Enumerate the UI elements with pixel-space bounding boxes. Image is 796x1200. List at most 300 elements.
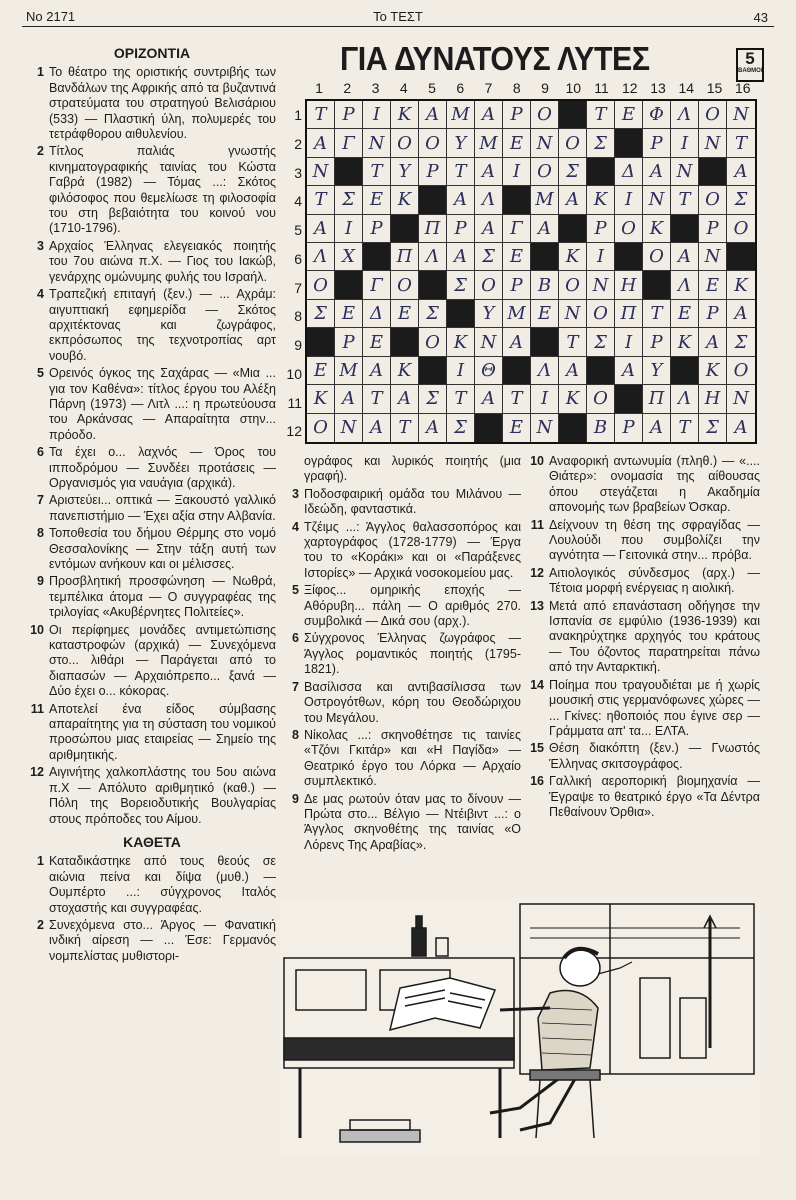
letter-cell[interactable]: Λ: [307, 243, 335, 271]
crossword-grid: [305, 99, 757, 444]
letter-cell[interactable]: Σ: [447, 271, 475, 299]
down-clue-list-right: [528, 454, 760, 822]
row-number: 10: [286, 365, 302, 382]
letter-cell[interactable]: Α: [734, 417, 748, 439]
letter-cell[interactable]: Α: [727, 158, 755, 186]
letter-cell[interactable]: Α: [335, 385, 363, 413]
column-number: 4: [399, 80, 408, 96]
letter-cell[interactable]: Ρ: [335, 101, 363, 129]
clue-number: 11: [30, 701, 44, 716]
difficulty-label: ΒΑΘΜΟΙ: [738, 68, 763, 74]
letter-cell[interactable]: Ι: [503, 158, 531, 186]
letter-cell[interactable]: Λ: [475, 186, 503, 214]
clue: [283, 792, 521, 854]
black-cell: [643, 271, 671, 299]
clue: [28, 493, 276, 524]
letter-cell[interactable]: Σ: [587, 328, 615, 356]
letter-cell[interactable]: Κ: [559, 385, 587, 413]
black-cell: [335, 271, 363, 299]
letter-cell[interactable]: Ρ: [643, 129, 671, 157]
letter-cell[interactable]: Λ: [671, 101, 699, 129]
black-cell: [475, 414, 503, 442]
column-number: 8: [512, 80, 521, 96]
letter-cell[interactable]: Υ: [475, 300, 503, 328]
clue: [283, 680, 521, 726]
clue-text: Ποίημα που τραγουδιέται με ή χωρίς μουσική στις γερμανόφωνες χώρες — ... Γκίνες: ηθοποιός που έγινε σερ — Γράμματα απ' τα... ΕΛΤΑ.: [549, 677, 760, 738]
letter-cell[interactable]: Α: [307, 215, 335, 243]
letter-cell[interactable]: Ε: [503, 129, 531, 157]
letter-cell[interactable]: Ο: [699, 101, 727, 129]
letter-cell[interactable]: Ε: [503, 243, 531, 271]
letter-cell[interactable]: Κ: [727, 271, 755, 299]
clue: [528, 741, 760, 772]
letter-cell[interactable]: Ο: [391, 271, 419, 299]
letter-cell[interactable]: Δ: [615, 158, 643, 186]
black-cell: [503, 357, 531, 385]
letter-cell[interactable]: Φ: [643, 101, 671, 129]
letter-cell[interactable]: Τ: [391, 414, 419, 442]
letter-cell[interactable]: Ν: [671, 158, 699, 186]
letter-cell[interactable]: Ο: [615, 215, 643, 243]
clue-text: Νίκολας ...: σκηνοθέτησε τις ταινίες «Τζόνι Γκιτάρ» και «Η Παγίδα» — Θεατρικό έργο του Λόρκα — Αρχαίο συμπλεκτικό.: [304, 727, 521, 789]
letter-cell[interactable]: Α: [419, 414, 447, 442]
clues-left-column: [28, 44, 276, 966]
letter-cell[interactable]: Α: [643, 158, 671, 186]
puzzle-title: ΓΙΑ ΔΥΝΑΤΟΥΣ ΛΥΤΕΣ: [340, 40, 650, 77]
clue-text: Το θέατρο της οριστικής συντριβής των Βανδάλων της Αφρικής από τα βυζαντινά στρατεύματα του στρατηγού Βελισάριου (533) — Πλαστική ύλη, πολυμερές του τετράφθορου αιθυλενίου.: [49, 65, 276, 142]
column-number: 3: [371, 80, 380, 96]
letter-cell[interactable]: Ο: [391, 129, 419, 157]
clue-number: 1: [37, 854, 44, 869]
letter-cell[interactable]: Π: [643, 385, 671, 413]
letter-cell[interactable]: Π: [391, 243, 419, 271]
letter-cell[interactable]: Ρ: [503, 101, 531, 129]
letter-cell[interactable]: Ι: [615, 186, 643, 214]
letter-cell[interactable]: Λ: [671, 385, 699, 413]
letter-cell[interactable]: Ν: [699, 243, 727, 271]
letter-cell[interactable]: Μ: [531, 186, 559, 214]
clue-number: 9: [292, 791, 299, 806]
letter-cell[interactable]: Α: [559, 186, 587, 214]
column-number: 5: [428, 80, 436, 96]
letter-cell[interactable]: Α: [475, 158, 503, 186]
letter-cell[interactable]: Ο: [587, 385, 615, 413]
black-cell: [419, 271, 447, 299]
row-number: 8: [294, 308, 302, 325]
letter-cell[interactable]: Σ: [727, 186, 755, 214]
letter-cell[interactable]: Κ: [391, 357, 419, 385]
black-cell: [559, 414, 587, 442]
letter-cell[interactable]: Α: [363, 414, 391, 442]
cartoon-drawing: [280, 898, 760, 1158]
letter-cell[interactable]: Ν: [727, 101, 755, 129]
letter-cell[interactable]: Ρ: [447, 215, 475, 243]
clue-text: Τα έχει ο... λαχνός — Όρος του ιπποδρόμου — Συνδέει προτάσεις — Οργανισμός για ναυάγια (αρχικά).: [49, 445, 276, 490]
letter-cell[interactable]: Ο: [727, 357, 755, 385]
letter-cell[interactable]: Ε: [671, 300, 699, 328]
black-cell: [671, 215, 699, 243]
letter-cell[interactable]: Μ: [503, 300, 531, 328]
letter-cell[interactable]: Α: [531, 215, 559, 243]
row-number: 6: [294, 250, 302, 267]
clue: [28, 765, 276, 827]
letter-cell[interactable]: Ρ: [335, 328, 363, 356]
letter-cell[interactable]: Ο: [699, 186, 727, 214]
letter-cell[interactable]: Λ: [671, 271, 699, 299]
letter-cell[interactable]: Τ: [671, 414, 699, 442]
letter-cell[interactable]: Ν: [531, 129, 559, 157]
letter-cell[interactable]: Κ: [559, 243, 587, 271]
letter-cell[interactable]: Σ: [307, 300, 335, 328]
letter-cell[interactable]: Τ: [307, 186, 335, 214]
clue-number: 14: [530, 677, 544, 692]
letter-cell[interactable]: Ν: [643, 186, 671, 214]
letter-cell[interactable]: Ο: [307, 414, 335, 442]
letter-cell[interactable]: Τ: [363, 158, 391, 186]
clue-text: Αναφορική αντωνυμία (πληθ.) — «.... Θιάτερ»: ονομασία της αίθουσας όπου στεγάζεται η Ακαδημία απονομής των βραβείων Όσκαρ.: [549, 454, 760, 515]
black-cell: [307, 328, 335, 356]
clue-text: ογράφος και λυρικός ποιητής (μια γραφή).: [304, 454, 521, 484]
clue: [528, 678, 760, 740]
letter-cell[interactable]: Σ: [699, 414, 727, 442]
letter-cell[interactable]: Α: [447, 243, 475, 271]
letter-cell[interactable]: Τ: [447, 158, 475, 186]
column-number: 15: [706, 80, 723, 96]
clue-number: 2: [37, 917, 44, 932]
black-cell: [363, 243, 391, 271]
clue-number: 9: [37, 574, 44, 589]
letter-cell[interactable]: Ν: [727, 385, 755, 413]
black-cell: [419, 357, 447, 385]
letter-cell[interactable]: Μ: [335, 357, 363, 385]
row-number: 4: [294, 193, 302, 210]
letter-cell[interactable]: Χ: [335, 243, 363, 271]
letter-cell[interactable]: Ο: [559, 271, 587, 299]
page-number: 43: [753, 10, 768, 25]
clue-text: Τίτλος παλιάς γνωστής κινηματογραφικής ταινίας του Κώστα Γαβρά (1982) — Τόμας ...: Σκότος φιλόσοφος που θεμελίωσε τη φιλοσοφία του στη βεβαιότητα του κοινού νου (1710-1796).: [49, 144, 276, 236]
letter-cell[interactable]: Ε: [391, 300, 419, 328]
letter-cell[interactable]: Β: [531, 271, 559, 299]
letter-cell[interactable]: Υ: [643, 357, 671, 385]
clue-number: 4: [292, 519, 299, 534]
clue-number: 3: [37, 238, 44, 253]
letter-cell[interactable]: Κ: [391, 186, 419, 214]
black-cell: [419, 186, 447, 214]
letter-cell[interactable]: Ν: [335, 414, 363, 442]
letter-cell[interactable]: Ι: [671, 129, 699, 157]
column-number: 12: [621, 80, 638, 96]
column-number: 13: [650, 80, 666, 96]
difficulty-badge: [736, 48, 764, 82]
black-cell: [503, 186, 531, 214]
letter-cell[interactable]: Ε: [699, 271, 727, 299]
letter-cell[interactable]: Ε: [503, 414, 531, 442]
clue-text: Ποδοσφαιρική ομάδα του Μιλάνου — Ιδεώδη, φανταστικά.: [304, 486, 521, 517]
letter-cell[interactable]: Λ: [531, 357, 559, 385]
letter-cell[interactable]: Ε: [307, 357, 335, 385]
letter-cell[interactable]: Ο: [587, 300, 615, 328]
clue-number: 12: [530, 565, 544, 580]
letter-cell[interactable]: Α: [475, 385, 503, 413]
clue: [28, 287, 276, 364]
letter-cell[interactable]: Ι: [335, 215, 363, 243]
letter-cell[interactable]: Ρ: [643, 328, 671, 356]
column-number: 2: [343, 80, 352, 96]
letter-cell[interactable]: Ο: [531, 158, 559, 186]
clue-text: Αιγινήτης χαλκοπλάστης του 5ου αιώνα π.Χ — Απόλυτο αριθμητικό (καθ.) — Πόλη της Βορειοδυτικής Βουλγαρίας στους πρόποδες του Αίμου.: [49, 765, 276, 826]
letter-cell[interactable]: Ι: [587, 243, 615, 271]
letter-cell[interactable]: Ι: [447, 357, 475, 385]
clue-number: 12: [30, 765, 44, 780]
clue: [283, 454, 521, 485]
letter-cell[interactable]: Α: [475, 215, 503, 243]
letter-cell[interactable]: Τ: [671, 186, 699, 214]
pianist-cartoon: [280, 898, 760, 1158]
black-cell: [699, 158, 727, 186]
letter-cell[interactable]: Σ: [419, 385, 447, 413]
letter-cell[interactable]: Α: [671, 243, 699, 271]
clue-text: Προσβλητική προσφώνηση — Νωθρά, τεμπέλικα άτομα — Ο συγγραφέας της τριλογίας «Ακυβέρνητες Πολιτείες».: [49, 574, 276, 620]
column-number: 11: [594, 80, 609, 96]
black-cell: [335, 158, 363, 186]
column-number: 9: [541, 80, 549, 96]
clue-number: 6: [37, 445, 44, 460]
letter-cell[interactable]: Ν: [475, 328, 503, 356]
letter-cell[interactable]: Π: [419, 215, 447, 243]
magazine-name: Το ΤΕΣΤ: [373, 9, 423, 24]
black-cell: [671, 357, 699, 385]
clue-number: 8: [292, 727, 299, 742]
letter-cell[interactable]: Ο: [419, 328, 447, 356]
letter-cell[interactable]: Κ: [307, 385, 335, 413]
letter-cell[interactable]: Ρ: [503, 271, 531, 299]
letter-cell[interactable]: Α: [699, 328, 727, 356]
page-header: [22, 8, 774, 27]
letter-cell[interactable]: Η: [699, 385, 727, 413]
clue: [28, 854, 276, 916]
letter-cell[interactable]: Ε: [363, 186, 391, 214]
clue-text: Ορεινός όγκος της Σαχάρας — «Μια ... για τον Καθένα»: τίτλος έργου του Αλέξη Πάρνη (1973) — Λιτλ ...: η πρωτεύουσα του Αρκάνσας — Απαραίτητα στην... πρόοδο.: [49, 366, 276, 442]
letter-cell[interactable]: Γ: [335, 129, 363, 157]
black-cell: [391, 328, 419, 356]
letter-cell[interactable]: Ν: [587, 271, 615, 299]
letter-cell[interactable]: Ν: [307, 158, 335, 186]
clue-number: 2: [37, 144, 44, 159]
letter-cell[interactable]: Ο: [643, 243, 671, 271]
letter-cell[interactable]: Β: [587, 414, 615, 442]
letter-cell[interactable]: Κ: [699, 357, 727, 385]
letter-cell[interactable]: Δ: [363, 300, 391, 328]
letter-cell[interactable]: Ε: [531, 300, 559, 328]
clue: [28, 526, 276, 572]
column-number: 6: [456, 80, 465, 96]
letter-cell[interactable]: Ρ: [419, 158, 447, 186]
column-number: 16: [734, 80, 751, 96]
clue-number: 10: [530, 454, 544, 468]
letter-cell[interactable]: Α: [475, 101, 503, 129]
letter-cell[interactable]: Σ: [335, 186, 363, 214]
clue-text: Τοποθεσία του δήμου Θέρμης στο νομό Θεσσαλονίκης — Στην τάξη αυτή των εντόμων ανήκουν και οι μέλισσες.: [49, 526, 276, 571]
clue-number: 4: [37, 287, 44, 302]
letter-cell[interactable]: Ν: [363, 129, 391, 157]
letter-cell[interactable]: Ρ: [699, 300, 727, 328]
clue: [528, 454, 760, 516]
letter-cell[interactable]: Ε: [335, 300, 363, 328]
clue-text: Τζέιμς ...: Άγγλος θαλασσοπόρος και χαρτογράφος (1728-1779) — Έργα του το «Κοράκι» και οι «Παράξενες Ιστορίες» — Αρχικά νοσοκομείου μας.: [304, 519, 521, 580]
letter-cell[interactable]: Ο: [307, 271, 335, 299]
clue-number: 11: [530, 517, 544, 532]
letter-cell[interactable]: Κ: [587, 186, 615, 214]
clue-text: Αριστεύει... οπτικά — Ξακουστό γαλλικό πανεπιστήμιο — Έχει αξία στην Αλβανία.: [49, 493, 276, 523]
letter-cell[interactable]: Υ: [447, 129, 475, 157]
letter-cell[interactable]: Η: [615, 271, 643, 299]
letter-cell[interactable]: Ι: [531, 385, 559, 413]
letter-cell[interactable]: Τ: [363, 385, 391, 413]
letter-cell[interactable]: Α: [419, 101, 447, 129]
letter-cell[interactable]: Ρ: [615, 414, 643, 442]
letter-cell[interactable]: Ρ: [363, 215, 391, 243]
difficulty-number: 5: [745, 49, 755, 68]
black-cell: [587, 158, 615, 186]
column-number: 14: [678, 80, 695, 96]
row-number: 3: [294, 164, 302, 181]
clue-text: Δε μας ρωτούν όταν μας το δίνουν — Πρώτα στο... Βέλγιο — Ντέιβιντ ...: ο Άγγλος σκηνοθέτης της ταινίας «Ο Λόρενς Της Αραβίας».: [304, 791, 521, 852]
letter-cell[interactable]: Ν: [559, 300, 587, 328]
letter-cell[interactable]: Σ: [559, 158, 587, 186]
letter-cell[interactable]: Ο: [475, 271, 503, 299]
letter-cell[interactable]: Ο: [419, 129, 447, 157]
letter-cell[interactable]: Ο: [559, 129, 587, 157]
letter-cell[interactable]: Α: [307, 129, 335, 157]
column-numbers: [305, 80, 757, 96]
clue: [283, 583, 521, 629]
letter-cell[interactable]: Α: [391, 385, 419, 413]
letter-cell[interactable]: Α: [503, 328, 531, 356]
letter-cell[interactable]: Ρ: [699, 215, 727, 243]
letter-cell[interactable]: Μ: [475, 129, 503, 157]
letter-cell[interactable]: Α: [615, 357, 643, 385]
row-number: 11: [287, 394, 302, 411]
row-number: 12: [286, 423, 302, 440]
clue-text: Αιτιολογικός σύνδεσμος (αρχ.) — Τέτοια μορφή ενέργειας η αιολική.: [549, 565, 760, 596]
letter-cell[interactable]: Τ: [643, 300, 671, 328]
clue: [28, 65, 276, 142]
letter-cell[interactable]: Ν: [531, 414, 559, 442]
clue: [283, 520, 521, 582]
clue: [528, 566, 760, 597]
letter-cell[interactable]: Τ: [447, 385, 475, 413]
clue-text: Δείχνουν τη θέση της σφραγίδας — Λουλούδι που συμβολίζει την αγνότητα — Γειτονικά στην... πρόβα.: [549, 517, 760, 563]
letter-cell[interactable]: Σ: [475, 243, 503, 271]
clue-number: 13: [530, 598, 544, 613]
row-number: 7: [294, 279, 302, 296]
clue-number: 5: [37, 366, 44, 381]
black-cell: [615, 129, 643, 157]
clue-number: 3: [292, 486, 299, 501]
letter-cell[interactable]: Π: [615, 300, 643, 328]
across-clue-list: [28, 65, 276, 827]
letter-cell[interactable]: Ι: [615, 328, 643, 356]
clue-text: Αποτελεί ένα είδος σύμβασης απαραίτητης για τη σύσταση του νομικού προσώπου μιας εταιρείας — Σημείο της αριθμητικής.: [49, 701, 276, 762]
letter-cell[interactable]: Ρ: [587, 215, 615, 243]
letter-cell[interactable]: Λ: [419, 243, 447, 271]
black-cell: [727, 243, 755, 271]
clue: [28, 702, 276, 764]
clue-text: Αρχαίος Έλληνας ελεγειακός ποιητής του 7ου αιώνα π.Χ. — Γιος του Ιακώβ, γενάρχης ομώνυμης φυλής του Ισραήλ.: [49, 238, 276, 284]
letter-cell[interactable]: Ο: [531, 101, 559, 129]
clue: [528, 774, 760, 820]
across-heading: ΟΡΙΖΟΝΤΙΑ: [113, 45, 191, 61]
clue: [28, 574, 276, 620]
black-cell: [615, 243, 643, 271]
letter-cell[interactable]: Κ: [447, 328, 475, 356]
letter-cell[interactable]: Α: [447, 186, 475, 214]
letter-cell[interactable]: Σ: [447, 414, 475, 442]
letter-cell[interactable]: Σ: [419, 300, 447, 328]
letter-cell[interactable]: Ν: [699, 129, 727, 157]
down-clue-list-middle: [283, 454, 521, 855]
black-cell: [391, 215, 419, 243]
letter-cell[interactable]: Ι: [363, 101, 391, 129]
clue-text: Ξίφος... ομηρικής εποχής — Αθόρυβη... πάλη — Ο αριθμός 270. συμβολικά — Δικά σου (αρχ.).: [304, 583, 521, 629]
letter-cell[interactable]: Τ: [727, 129, 755, 157]
letter-cell[interactable]: Τ: [559, 328, 587, 356]
row-number: 9: [294, 337, 302, 353]
letter-cell[interactable]: Γ: [503, 215, 531, 243]
clue-text: Τραπεζική επιταγή (ξεν.) — ... Αχράμ: αιγυπτιακή εφημερίδα — Σκότος αρχιτέκτονας και ζωγράφος, εκπρόσωπος της τεχνοτροπίας αρτ νουβό.: [49, 287, 276, 363]
row-number: 1: [294, 107, 302, 123]
letter-cell[interactable]: Α: [727, 300, 755, 328]
issue-number: Νο 2171: [26, 9, 76, 24]
letter-cell[interactable]: Γ: [363, 271, 391, 299]
clue-number: [283, 454, 299, 485]
letter-cell[interactable]: Σ: [727, 328, 755, 356]
letter-cell[interactable]: Ε: [615, 101, 643, 129]
clue: [28, 366, 276, 443]
letter-cell[interactable]: Τ: [503, 385, 531, 413]
clue: [283, 631, 521, 677]
letter-cell[interactable]: Α: [363, 357, 391, 385]
letter-cell[interactable]: Ε: [363, 328, 391, 356]
clue: [528, 599, 760, 676]
clue-text: Θέση διακόπτη (ξεν.) — Γνωστός Έλληνας σκιτσογράφος.: [549, 741, 760, 771]
black-cell: [531, 328, 559, 356]
clue-text: Γαλλική αεροπορική βιομηχανία — Έγραψε το θεατρικό έργο «Τα Δέντρα Πεθαίνουν Όρθια».: [549, 774, 760, 819]
letter-cell[interactable]: Α: [559, 357, 587, 385]
letter-cell[interactable]: Υ: [391, 158, 419, 186]
letter-cell[interactable]: Θ: [475, 357, 503, 385]
down-clue-list: [28, 854, 276, 964]
clue-number: 7: [292, 679, 299, 694]
clue-number: 5: [292, 583, 299, 598]
letter-cell[interactable]: Κ: [643, 215, 671, 243]
black-cell: [559, 215, 587, 243]
letter-cell[interactable]: Τ: [307, 101, 335, 129]
column-number: 7: [484, 80, 493, 96]
letter-cell[interactable]: Κ: [391, 101, 419, 129]
clue: [28, 144, 276, 236]
down-heading: ΚΑΘΕΤΑ: [123, 833, 181, 850]
letter-cell[interactable]: Κ: [671, 328, 699, 356]
letter-cell[interactable]: Τ: [587, 101, 615, 129]
letter-cell[interactable]: Σ: [587, 129, 615, 157]
letter-cell[interactable]: Α: [643, 414, 671, 442]
letter-cell[interactable]: Μ: [447, 101, 475, 129]
letter-cell[interactable]: Ο: [727, 215, 755, 243]
row-number: 5: [294, 222, 302, 238]
clue-text: Συνεχόμενα στο... Άργος — Φανατική ινδική αίρεση — ... Έσε: Γερμανός νομπελίστας μυθιστορι-: [49, 917, 276, 963]
row-number: 2: [294, 135, 302, 152]
